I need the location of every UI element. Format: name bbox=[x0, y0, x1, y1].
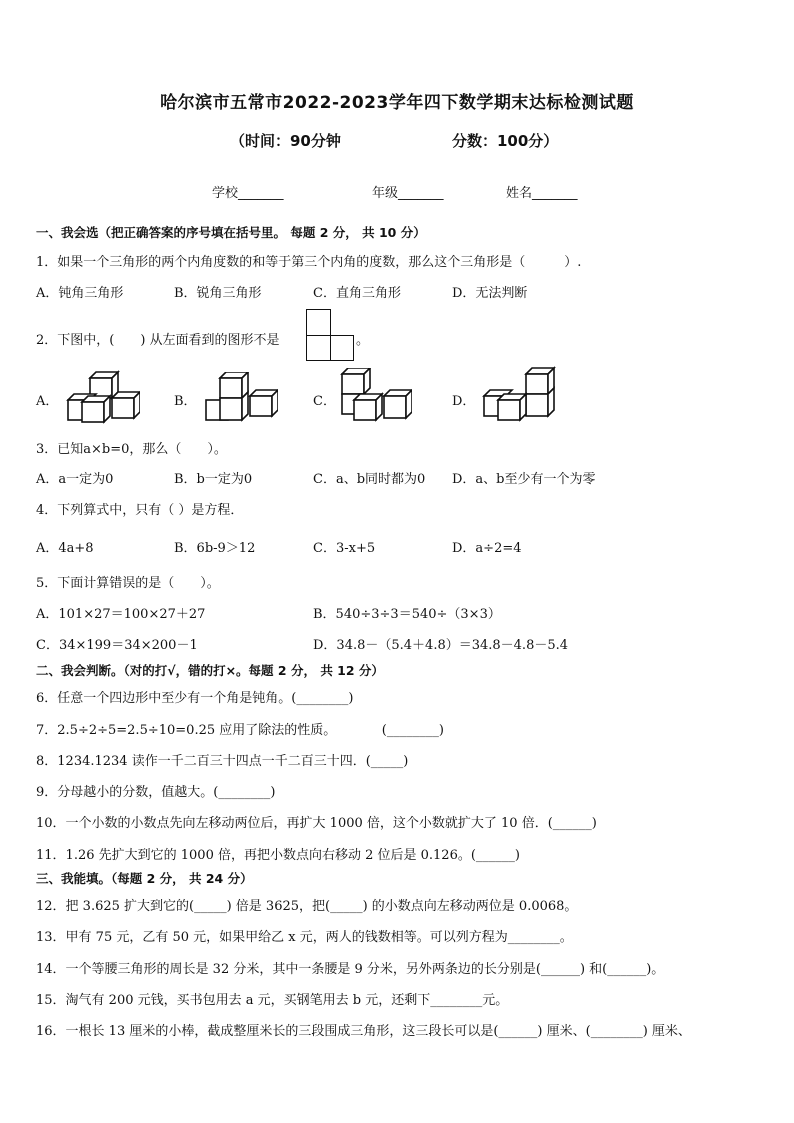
total-score: 分数：100分） bbox=[452, 132, 559, 150]
q4-option-d: D．a÷2=4 bbox=[452, 541, 522, 556]
cube-figure-c bbox=[340, 368, 412, 424]
q1-option-d: D．无法判断 bbox=[452, 286, 528, 301]
judge-question: 10．一个小数的小数点先向左移动两位后，再扩大 1000 倍，这个小数就扩大了 10 倍．(______) bbox=[36, 816, 597, 831]
question-4: 4．下列算式中，只有（ ）是方程． bbox=[36, 503, 244, 518]
q1-option-c: C．直角三角形 bbox=[313, 286, 401, 301]
name-field: 姓名_______ bbox=[506, 186, 578, 201]
judge-question: 9．分母越小的分数，值越大。(________) bbox=[36, 785, 276, 800]
q2-stem-end: 。 bbox=[356, 333, 370, 348]
q1-option-b: B．锐角三角形 bbox=[174, 286, 262, 301]
q2-option-c: C． bbox=[313, 394, 336, 409]
judge-question: 7．2.5÷2÷5=2.5÷10=0.25 应用了除法的性质。 (________) bbox=[36, 723, 444, 738]
q1-option-a: A．钝角三角形 bbox=[36, 286, 124, 301]
q2-option-a: A． bbox=[36, 394, 59, 409]
fill-question: 13．甲有 75 元，乙有 50 元，如果甲给乙 x 元，两人的钱数相等。可以列方程为________。 bbox=[36, 930, 573, 945]
question-1: 1．如果一个三角形的两个内角度数的和等于第三个内角的度数，那么这个三角形是（ ）. bbox=[36, 255, 582, 270]
cube-figure-a bbox=[66, 370, 140, 424]
question-2 bbox=[36, 329, 280, 348]
q5-option-d: D．34.8－（5.4＋4.8）＝34.8－4.8－5.4 bbox=[313, 638, 569, 653]
q5-option-a: A．101×27＝100×27＋27 bbox=[36, 607, 206, 622]
grid-cell bbox=[306, 335, 331, 361]
question-3: 3．已知a×b=0，那么（ ）。 bbox=[36, 442, 227, 457]
q4-option-b: B．6b-9＞12 bbox=[174, 541, 256, 556]
judge-question: 6．任意一个四边形中至少有一个角是钝角。(________) bbox=[36, 691, 354, 706]
judge-question: 11．1.26 先扩大到它的 1000 倍，再把小数点向右移动 2 位后是 0.126。(______) bbox=[36, 848, 520, 863]
fill-question: 12．把 3.625 扩大到它的(_____) 倍是 3625，把(_____) 的小数点向左移动两位是 0.0068。 bbox=[36, 899, 578, 914]
q3-option-c: C．a、b同时都为0 bbox=[313, 472, 426, 487]
grid-cell bbox=[306, 309, 331, 336]
q4-option-a: A．4a+8 bbox=[36, 541, 94, 556]
page-title: 哈尔滨市五常市2022-2023学年四下数学期末达标检测试题 bbox=[160, 93, 634, 113]
q3-option-a: A．a一定为0 bbox=[36, 472, 114, 487]
section-heading-judge: 二、我会判断。（对的打√，错的打×。每题 2 分， 共 12 分） bbox=[36, 663, 384, 678]
time-limit: （时间：90分钟 bbox=[230, 132, 341, 150]
question-5: 5．下面计算错误的是（ ）。 bbox=[36, 576, 220, 591]
q2-option-b: B． bbox=[174, 394, 197, 409]
q5-option-b: B．540÷3÷3＝540÷（3×3） bbox=[313, 607, 501, 622]
grade-field: 年级_______ bbox=[372, 186, 444, 201]
grid-cell bbox=[330, 335, 354, 361]
fill-question: 15．淘气有 200 元钱，买书包用去 a 元，买钢笔用去 b 元，还剩下________元。 bbox=[36, 993, 509, 1008]
q5-option-c: C．34×199＝34×200－1 bbox=[36, 638, 198, 653]
q2-option-d: D． bbox=[452, 394, 476, 409]
q4-option-c: C．3-x+5 bbox=[313, 541, 376, 556]
section-heading-choice: 一、我会选（把正确答案的序号填在括号里。 每题 2 分， 共 10 分） bbox=[36, 225, 426, 240]
q3-option-d: D．a、b至少有一个为零 bbox=[452, 472, 596, 487]
q2-stem: 2．下图中，( ) 从左面看到的图形不是 bbox=[36, 333, 280, 348]
left-view-grid-figure bbox=[306, 309, 354, 361]
judge-question: 8．1234.1234 读作一千二百三十四点一千二百三十四．(_____) bbox=[36, 754, 409, 769]
section-heading-fill: 三、我能填。（每题 2 分， 共 24 分） bbox=[36, 871, 253, 886]
cube-figure-d bbox=[480, 366, 558, 424]
school-field: 学校_______ bbox=[212, 186, 284, 201]
fill-question: 16．一根长 13 厘米的小棒，截成整厘米长的三段围成三角形，这三段长可以是(______) 厘米、(________) 厘米、 bbox=[36, 1024, 691, 1039]
fill-question: 14．一个等腰三角形的周长是 32 分米，其中一条腰是 9 分米，另外两条边的长分别是(______) 和(______)。 bbox=[36, 962, 665, 977]
q3-option-b: B．b一定为0 bbox=[174, 472, 253, 487]
cube-figure-b bbox=[204, 372, 278, 424]
